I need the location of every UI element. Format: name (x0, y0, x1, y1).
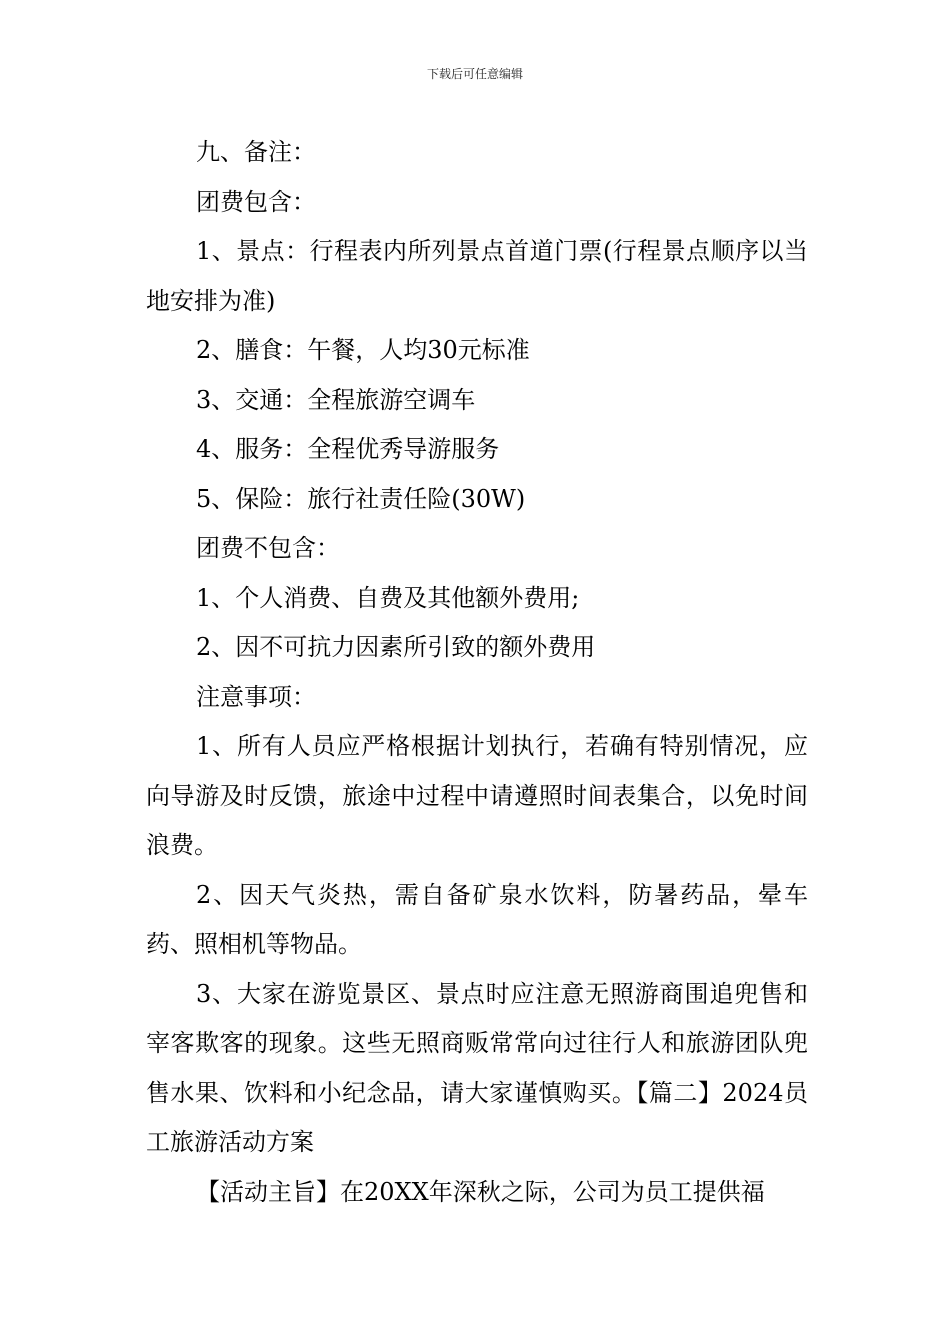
list-item: 1、所有人员应严格根据计划执行，若确有特别情况，应向导游及时反馈，旅途中过程中请遵照时间表集合，以免时间浪费。 (146, 732, 808, 859)
subheading-notes: 注意事项： (196, 682, 316, 711)
list-item: 2、膳食：午餐，人均30元标准 (196, 336, 530, 364)
paragraph-activity-purpose: 【活动主旨】在20XX年深秋之际，公司为员工提供福 (196, 1177, 765, 1206)
list-item: 1、个人消费、自费及其他额外费用; (196, 583, 580, 612)
list-item: 3、交通：全程旅游空调车 (196, 385, 476, 414)
list-item: 2、因天气炎热，需自备矿泉水饮料，防暑药品，晕车药、照相机等物品。 (146, 880, 808, 958)
list-item: 4、服务：全程优秀导游服务 (196, 435, 500, 463)
list-item: 5、保险：旅行社责任险(30W) (196, 484, 526, 513)
subheading-fee-excludes: 团费不包含： (196, 534, 340, 562)
section-heading-remarks: 九、备注： (196, 138, 316, 166)
list-item: 3、大家在游览景区、景点时应注意无照游商围追兜售和宰客欺客的现象。这些无照商贩常常向过往行人和旅游团队兜售水果、饮料和小纪念品，请大家谨慎购买。【篇二】2024员工旅游活动方案 (146, 979, 808, 1156)
page-header-note: 下载后可任意编辑 (426, 67, 523, 81)
list-item: 1、景点：行程表内所列景点首道门票(行程景点顺序以当地安排为准) (146, 237, 808, 315)
subheading-fee-includes: 团费包含： (196, 187, 316, 216)
list-item: 2、因不可抗力因素所引致的额外费用 (196, 633, 596, 661)
document-body (146, 128, 808, 1217)
